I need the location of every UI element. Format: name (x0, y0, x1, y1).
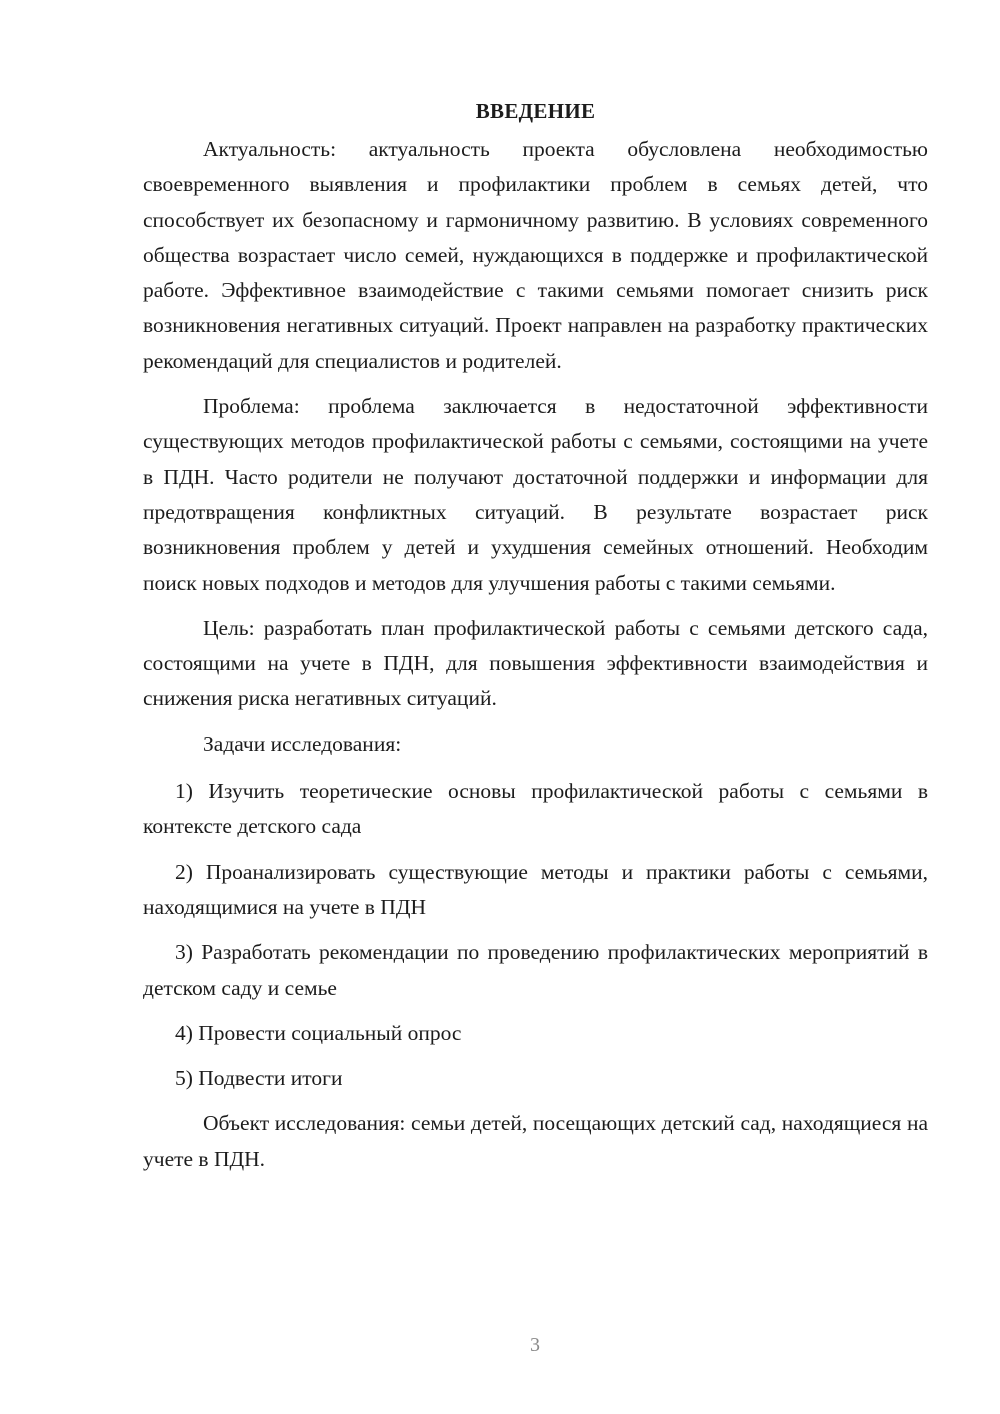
tasks-title: Задачи исследования: (203, 731, 402, 756)
page-number: 3 (530, 1334, 540, 1356)
task-item-2: 2) Проанализировать существующие методы и практики работы с семьями, находящимися на учете в ПДН (143, 859, 928, 919)
goal-paragraph: Цель: разработать план профилактической работы с семьями детского сада, состоящими на учете в ПДН, для повышения эффективности взаимодействия и снижения риска негативных ситуаций. (143, 615, 928, 711)
object-paragraph: Объект исследования: семьи детей, посещающих детский сад, находящиеся на учете в ПДН. (143, 1111, 928, 1171)
problem-paragraph: Проблема: проблема заключается в недостаточной эффективности существующих методов профилактической работы с семьями, состоящими на учете в ПДН. Часто родители не получают достаточной поддержки и информации для предотвращения конфликтных ситуаций. В результате возрастает риск возникновения проблем у детей и ухудшения семейных отношений. Необходим поиск новых подходов и методов для улучшения работы с такими семьями. (143, 394, 928, 595)
task-item-5: 5) Подвести итоги (175, 1066, 343, 1091)
relevance-paragraph: Актуальность: актуальность проекта обусловлена необходимостью своевременного выявления и профилактики проблем в семьях детей, что способствует их безопасному и гармоничному развитию. В условиях современного общества возрастает число семей, нуждающихся в поддержке и профилактической работе. Эффективное взаимодействие с такими семьями помогает снизить риск возникновения негативных ситуаций. Проект направлен на разработку практических рекомендаций для специалистов и родителей. (143, 137, 928, 373)
section-heading: ВВЕДЕНИЕ (475, 99, 596, 123)
task-item-3: 3) Разработать рекомендации по проведению профилактических мероприятий в детском саду и семье (143, 940, 928, 1000)
document-page (143, 96, 928, 1187)
task-item-1: 1) Изучить теоретические основы профилактической работы с семьями в контексте детского сада (143, 779, 928, 839)
task-item-4: 4) Провести социальный опрос (175, 1020, 462, 1045)
